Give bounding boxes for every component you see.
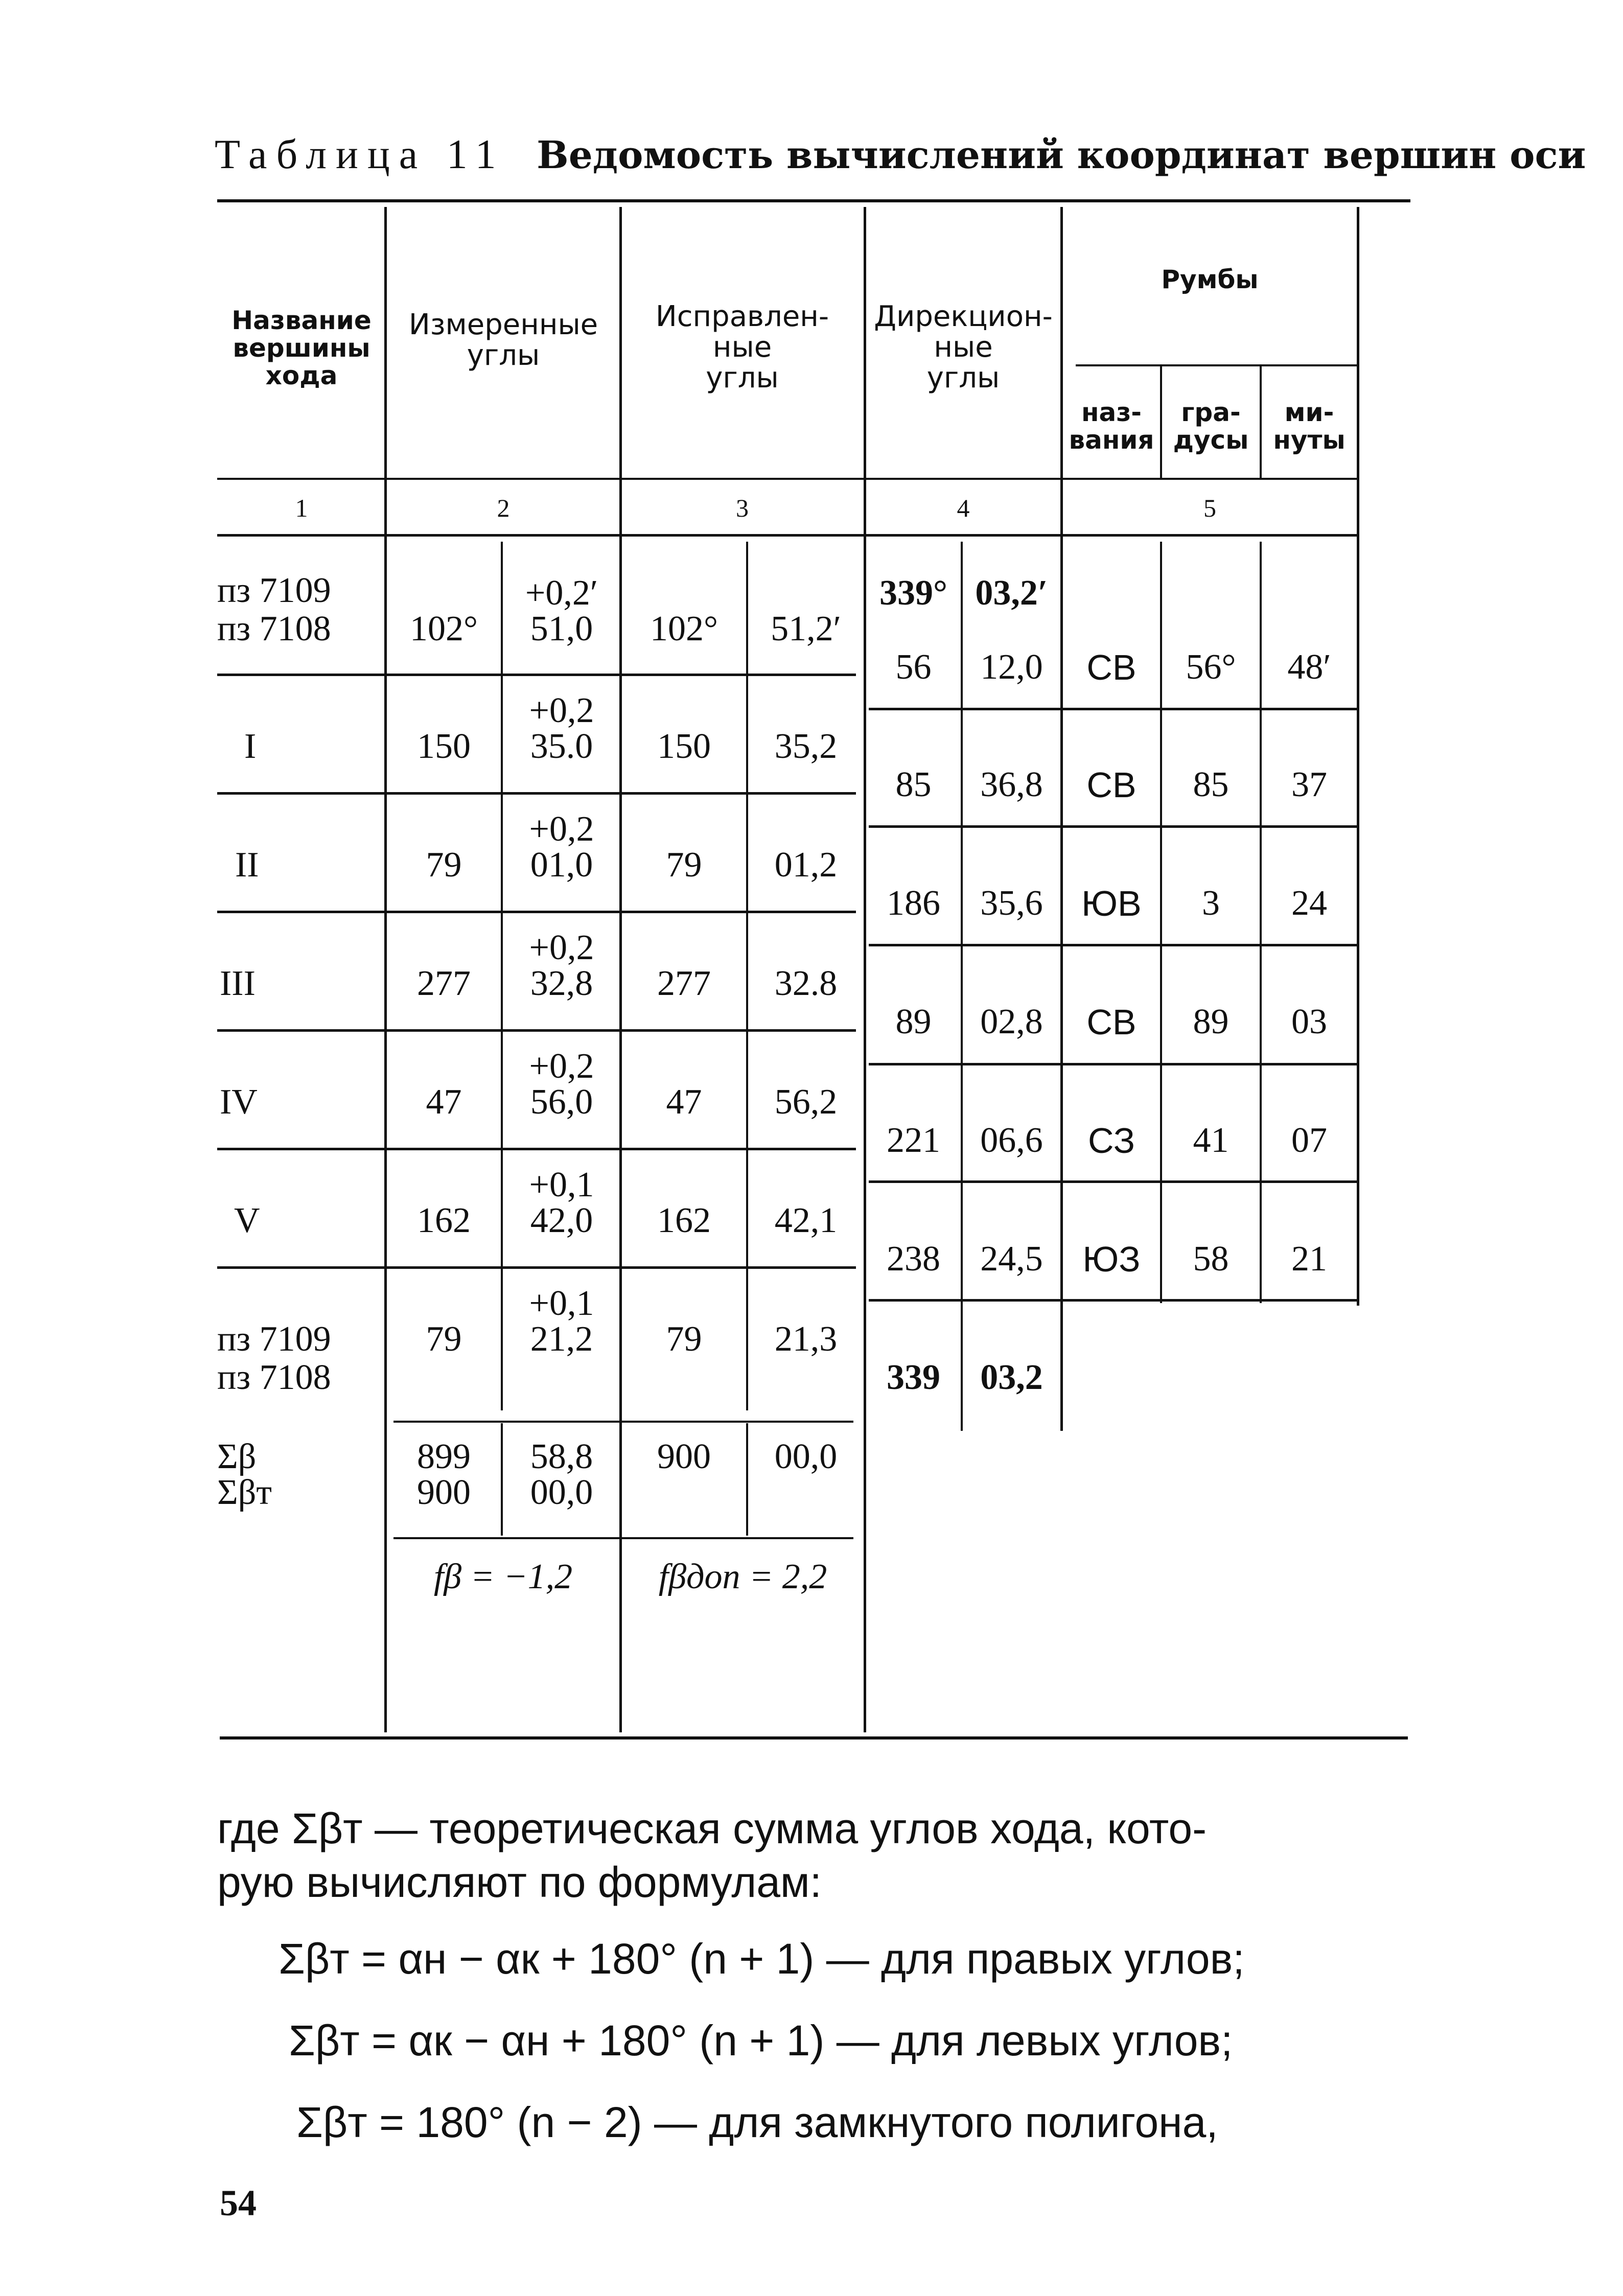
station-name: III [220,964,256,1003]
measured-minutes: 35.0 [530,727,593,766]
corrected-minutes: 51,2′ [771,609,841,648]
direction-degrees: 56 [895,647,932,687]
station-name: пз 7109 [217,571,331,610]
measured-minutes: 42,0 [530,1201,593,1240]
angle-correction: +0,2 [529,691,594,730]
direction-minutes: 02,8 [980,1002,1043,1041]
rhumb-minutes: 03 [1291,1002,1327,1041]
sum-measured-degrees: 899 [417,1437,471,1476]
header-directional-angles: Дирекцион- ные углы [874,300,1053,395]
corrected-minutes: 21,3 [774,1319,838,1359]
corrected-degrees: 79 [666,845,702,885]
rhumb-degrees: 41 [1193,1121,1229,1160]
rhumb-minutes: 37 [1291,765,1327,804]
column-number-1: 1 [295,494,308,522]
direction-minutes: 36,8 [980,765,1043,804]
direction-minutes: 03,2′ [975,573,1048,613]
column-number-3: 3 [736,494,749,522]
measured-degrees: 150 [417,727,471,766]
measured-minutes: 01,0 [530,845,593,885]
direction-degrees: 339° [879,573,947,613]
corrected-degrees: 277 [657,964,711,1003]
corrected-minutes: 35,2 [774,727,838,766]
allowed-misclosure: fβдоп = 2,2 [658,1557,827,1596]
column-number-2: 2 [497,494,510,522]
formula-left-angles: Σβт = αк − αн + 180° (n + 1) — для левых углов; [289,2016,1233,2065]
direction-degrees: 221 [887,1121,940,1160]
measured-minutes: 21,2 [530,1319,593,1359]
page-number: 54 [220,2183,257,2223]
formula-right-angles: Σβт = αн − αк + 180° (n + 1) — для правых углов; [279,1935,1245,1983]
sum-corrected-degrees: 900 [657,1437,711,1476]
header-measured-angles: Измеренные углы [408,308,598,372]
corrected-degrees: 47 [666,1082,702,1122]
header-rhumb-minutes: ми- нуты [1273,398,1346,455]
rhumb-degrees: 3 [1202,884,1220,923]
measured-degrees: 79 [426,1319,462,1359]
rhumb-name: СВ [1086,765,1137,805]
station-name: пз 7108 [217,1358,331,1397]
rhumb-name: СВ [1086,647,1137,687]
corrected-minutes: 01,2 [774,845,838,885]
measured-degrees: 47 [426,1082,462,1122]
measured-degrees: 277 [417,964,471,1003]
paragraph-line-1: где Σβт — теоретическая сумма углов хода, кото- [217,1804,1207,1852]
formula-closed-polygon: Σβт = 180° (n − 2) — для замкнутого полигона, [296,2098,1218,2146]
rhumb-name: СВ [1086,1002,1137,1042]
angle-correction: +0,2 [529,928,594,967]
header-rhumb-name: наз- вания [1069,398,1154,455]
sum-theoretical-minutes: 00,0 [530,1473,593,1512]
corrected-degrees: 79 [666,1319,702,1359]
sum-corrected-minutes: 00,0 [774,1437,838,1476]
measured-degrees: 162 [417,1201,471,1240]
direction-degrees: 89 [895,1002,932,1041]
rhumb-degrees: 58 [1193,1239,1229,1279]
sum-label: Σβ [217,1437,257,1476]
rhumb-name: СЗ [1087,1121,1135,1161]
station-name: I [244,727,257,766]
header-rhumbs: Румбы [1161,265,1259,294]
angular-misclosure: fβ = −1,2 [433,1557,573,1596]
sum-theoretical-label: Σβт [217,1473,272,1512]
direction-degrees: 85 [895,765,932,804]
header-station-name: Название вершины хода [231,306,372,390]
station-name: V [234,1201,260,1240]
direction-degrees: 339 [887,1358,940,1397]
table-caption [215,130,1586,178]
rhumb-minutes: 48′ [1287,647,1331,687]
corrected-degrees: 102° [650,609,718,648]
measured-minutes: 32,8 [530,964,593,1003]
header-rhumb-degrees: гра- дусы [1173,398,1249,455]
direction-minutes: 06,6 [980,1121,1043,1160]
column-number-5: 5 [1203,494,1216,522]
angle-correction: +0,2 [529,809,594,849]
angle-correction: +0,2′ [525,573,598,613]
angle-correction: +0,2 [529,1047,594,1086]
corrected-minutes: 32.8 [774,964,838,1003]
measured-degrees: 79 [426,845,462,885]
direction-minutes: 24,5 [980,1239,1043,1279]
rhumb-degrees: 89 [1193,1002,1229,1041]
rhumb-degrees: 56° [1186,647,1236,687]
measured-degrees: 102° [410,609,478,648]
direction-minutes: 35,6 [980,884,1043,923]
corrected-degrees: 162 [657,1201,711,1240]
station-name: II [235,845,259,885]
angle-correction: +0,1 [529,1284,594,1323]
direction-degrees: 186 [887,884,940,923]
measured-minutes: 56,0 [530,1082,593,1122]
direction-minutes: 03,2 [980,1358,1043,1397]
sum-measured-minutes: 58,8 [530,1437,593,1476]
column-number-4: 4 [957,494,970,522]
rhumb-name: ЮЗ [1082,1239,1141,1279]
station-name: пз 7108 [217,609,331,648]
direction-degrees: 238 [887,1239,940,1279]
station-name: IV [220,1082,258,1122]
caption-title: Ведомость вычислений координат вершин оси [537,133,1586,177]
rhumb-degrees: 85 [1193,765,1229,804]
caption-label: Таблица 11 [215,131,505,177]
corrected-minutes: 42,1 [774,1201,838,1240]
paragraph-line-2: рую вычисляют по формулам: [217,1858,822,1906]
direction-minutes: 12,0 [980,647,1043,687]
rhumb-name: ЮВ [1081,884,1142,923]
header-corrected-angles: Исправлен- ные углы [655,300,829,395]
angle-correction: +0,1 [529,1165,594,1204]
measured-minutes: 51,0 [530,609,593,648]
station-name: пз 7109 [217,1319,331,1359]
rhumb-minutes: 21 [1291,1239,1327,1279]
rhumb-minutes: 24 [1291,884,1327,923]
sum-theoretical-degrees: 900 [417,1473,471,1512]
corrected-minutes: 56,2 [774,1082,838,1122]
rhumb-minutes: 07 [1291,1121,1327,1160]
corrected-degrees: 150 [657,727,711,766]
